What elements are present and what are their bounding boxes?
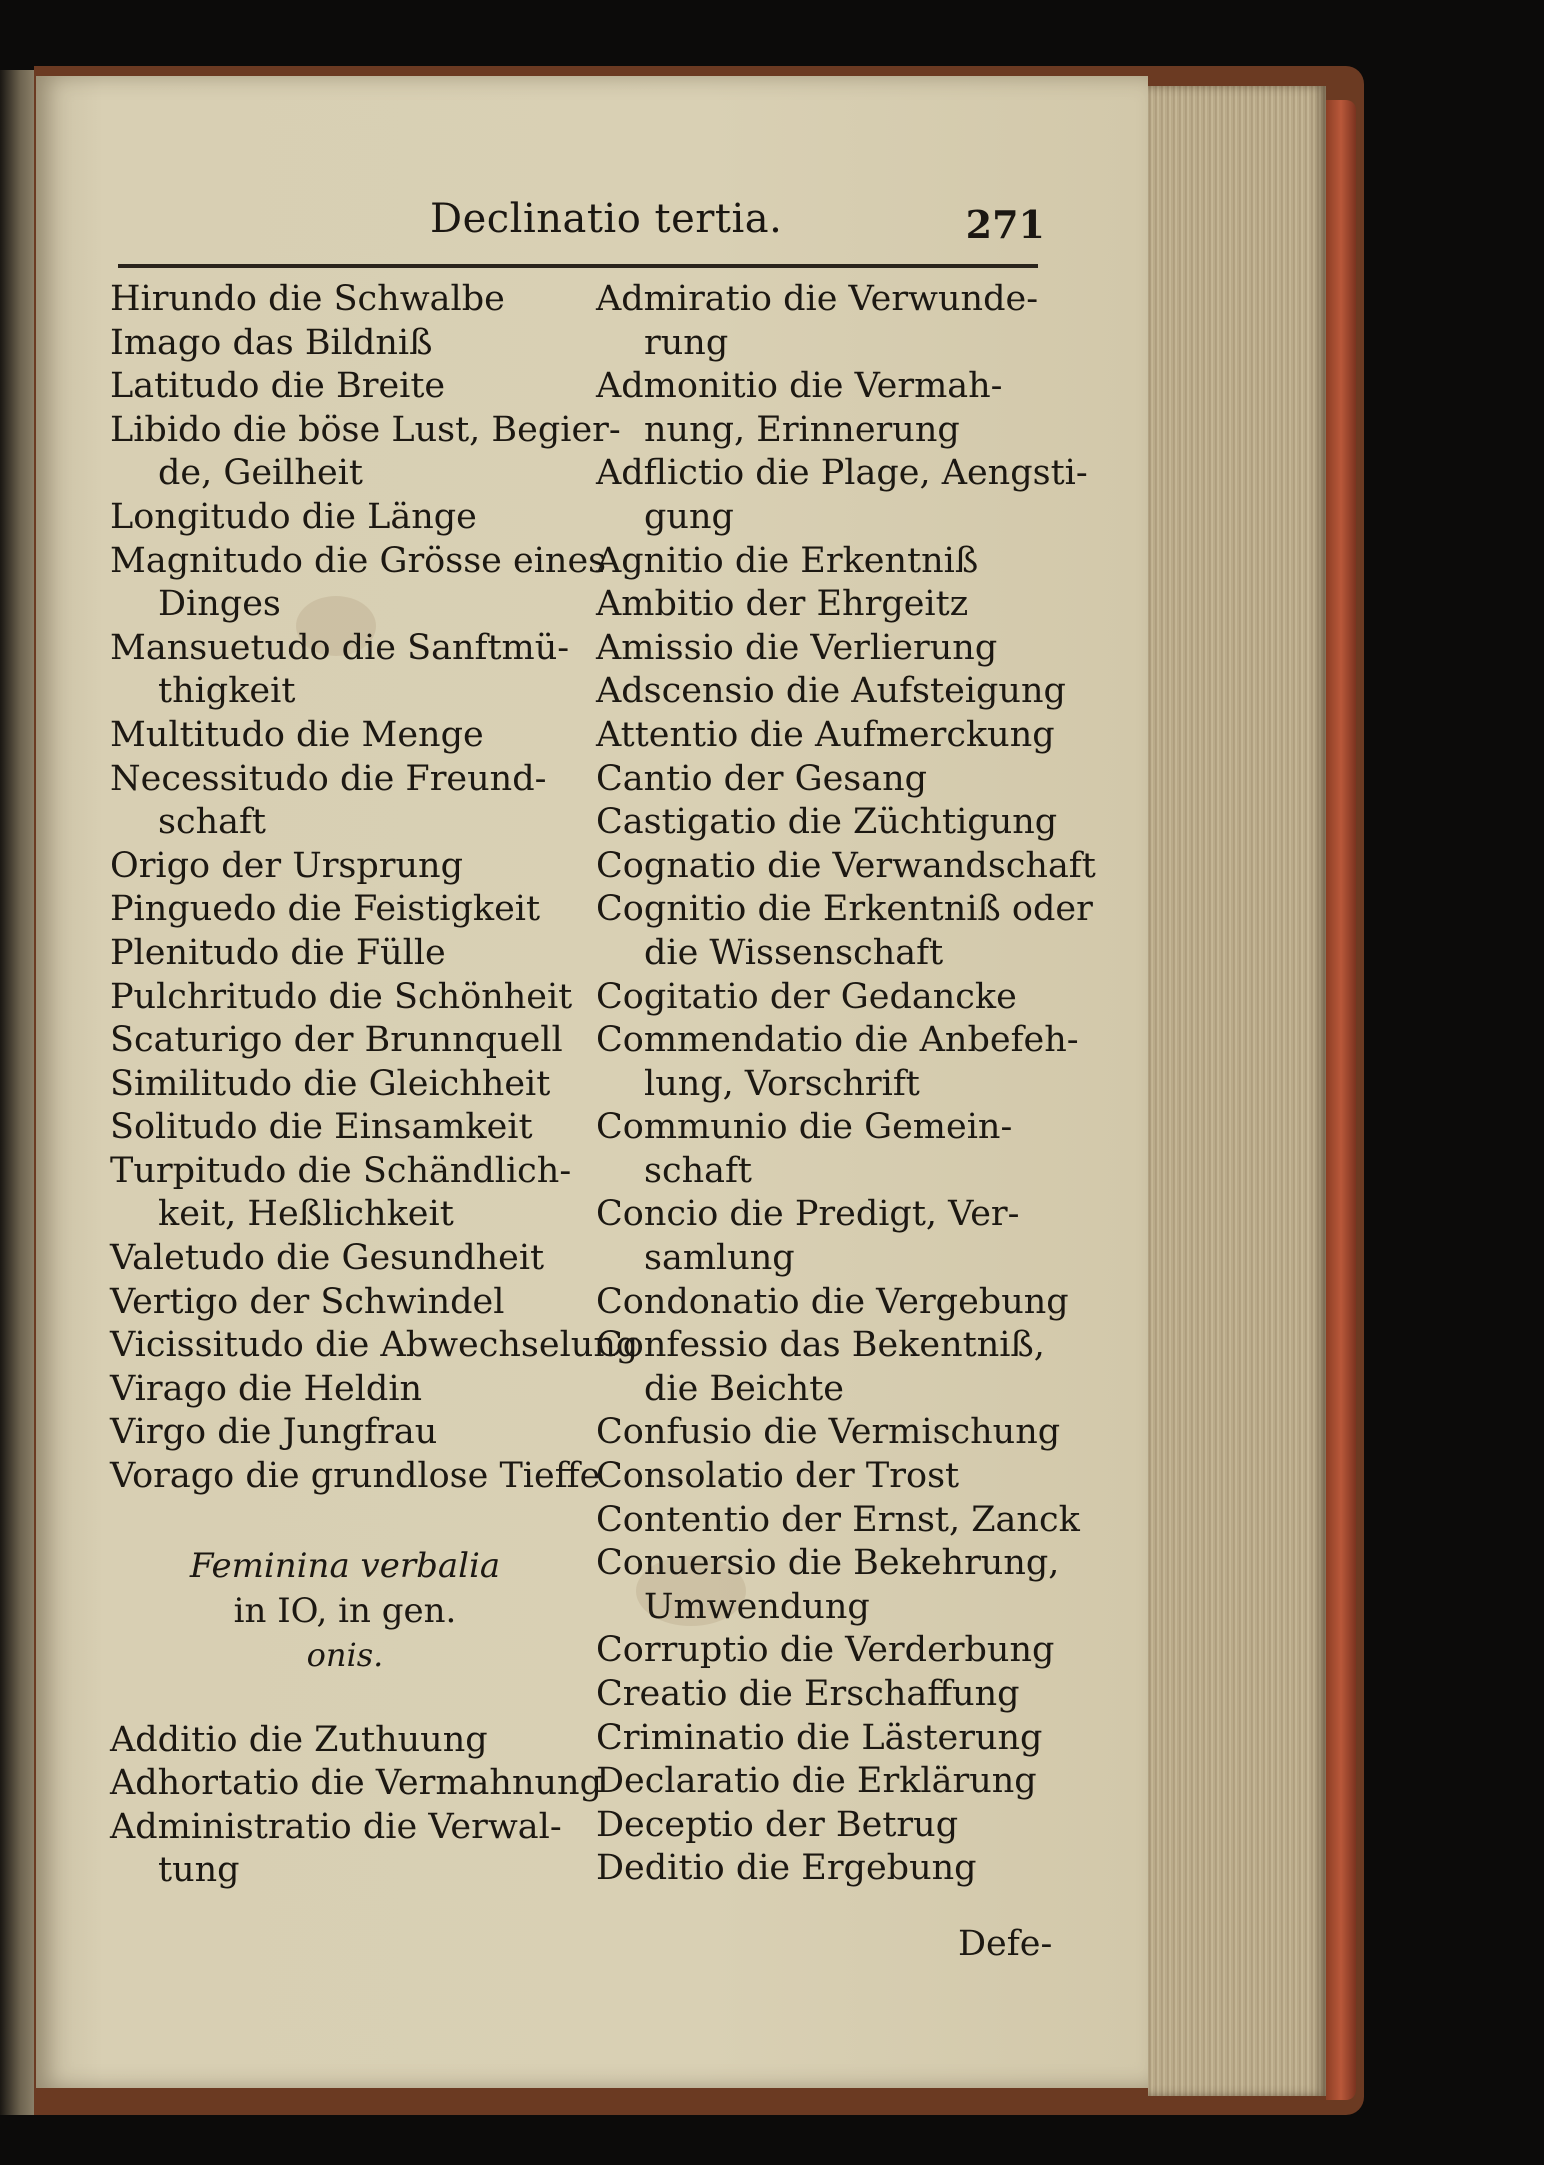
dictionary-entry	[596, 1411, 1061, 1455]
dictionary-entry	[596, 845, 1096, 889]
entry-text: Concio die Predigt, Ver-	[596, 1194, 1020, 1235]
entry-text: Agnitio die Erkentniß	[596, 540, 979, 581]
entry-text: Solitudo die Einsamkeit	[110, 1107, 533, 1148]
left-column	[110, 278, 639, 1893]
dictionary-entry	[596, 1106, 1056, 1193]
dictionary-entry	[596, 801, 1056, 845]
dictionary-entry	[596, 1019, 1079, 1106]
dictionary-entry	[596, 1673, 1056, 1717]
dictionary-entry	[110, 888, 580, 932]
entry-text: Admiratio die Verwunde-	[596, 279, 1039, 319]
dictionary-entry	[596, 1193, 1056, 1280]
entry-text: Cantio der Gesang	[596, 758, 928, 799]
dictionary-entry	[596, 1455, 1056, 1499]
entry-text: Multitudo die Menge	[110, 714, 484, 755]
dictionary-entry	[110, 496, 580, 540]
section-genitive: onis.	[306, 1635, 384, 1674]
entry-text: Virgo die Jungfrau	[110, 1412, 438, 1453]
entry-text: Castigatio die Züchtigung	[596, 802, 1058, 843]
catchword: Defe-	[958, 1924, 1053, 1964]
entry-text: Similitudo die Gleichheit	[110, 1063, 551, 1104]
entry-text: Pinguedo die Feistigkeit	[110, 889, 541, 930]
entry-text: Latitudo die Breite	[110, 366, 446, 407]
entry-continuation: keit, Heßlichkeit	[158, 1194, 454, 1235]
entry-continuation: lung, Vorschrift	[644, 1063, 920, 1104]
entry-continuation: die Beichte	[644, 1368, 844, 1409]
entry-continuation: rung	[644, 322, 729, 363]
entry-text: Valetudo die Gesundheit	[110, 1238, 545, 1279]
page-header	[110, 196, 1045, 260]
entry-text: Cognatio die Verwandschaft	[596, 845, 1096, 886]
dictionary-entry	[596, 1281, 1069, 1325]
entry-text: Hirundo die Schwalbe	[110, 279, 505, 319]
entry-text: Vertigo der Schwindel	[110, 1281, 505, 1322]
entry-text: Origo der Ursprung	[110, 845, 464, 886]
entry-text: Deceptio der Betrug	[596, 1804, 959, 1845]
right-entries	[596, 278, 1096, 1891]
dictionary-entry	[596, 583, 1056, 627]
right-column	[596, 278, 1096, 1891]
dictionary-entry	[110, 1106, 580, 1150]
entry-continuation: gung	[644, 496, 734, 537]
entry-text: Amissio die Verlierung	[596, 627, 998, 668]
dictionary-entry	[596, 1847, 1056, 1891]
entry-text: Attentio die Aufmerckung	[596, 714, 1055, 755]
entry-text: Declaratio die Erklärung	[596, 1761, 1037, 1802]
dictionary-entry	[596, 365, 1056, 452]
dictionary-entry	[110, 1150, 580, 1237]
dictionary-entry	[110, 1063, 580, 1107]
dictionary-entry	[110, 976, 580, 1020]
entry-text: Criminatio die Lästerung	[596, 1717, 1043, 1758]
dictionary-entry	[110, 1368, 580, 1412]
left-entries-after	[110, 1719, 602, 1893]
section-heading: Feminina verbalia	[189, 1545, 501, 1586]
running-title: Declinatio tertia.	[430, 196, 783, 242]
entry-continuation: schaft	[644, 1150, 752, 1191]
entry-text: Necessitudo die Freund-	[110, 758, 547, 799]
dictionary-entry	[596, 1324, 1056, 1411]
entry-continuation: thigkeit	[158, 671, 296, 712]
entry-text: Corruptio die Verderbung	[596, 1630, 1055, 1671]
entry-text: Vorago die grundlose Tieffe	[110, 1456, 601, 1497]
dictionary-entry	[596, 1717, 1056, 1761]
dictionary-entry	[596, 1499, 1080, 1543]
entry-text: Deditio die Ergebung	[596, 1848, 977, 1889]
entry-text: Adflictio die Plage, Aengsti-	[596, 453, 1088, 494]
dictionary-entry	[596, 278, 1056, 365]
page-number: 271	[965, 202, 1045, 247]
dictionary-entry	[110, 1806, 580, 1893]
left-entries	[110, 278, 639, 1499]
dictionary-entry	[110, 1411, 580, 1455]
dictionary-entry	[110, 365, 580, 409]
dictionary-entry	[110, 1237, 580, 1281]
dictionary-entry	[596, 670, 1066, 714]
entry-text: Plenitudo die Fülle	[110, 932, 446, 973]
entry-continuation: die Wissenschaft	[644, 932, 944, 973]
entry-text: Longitudo die Länge	[110, 496, 477, 537]
dictionary-entry	[596, 452, 1088, 539]
entry-text: Admonitio die Vermah-	[596, 366, 1003, 407]
dictionary-entry	[596, 976, 1056, 1020]
dictionary-entry	[110, 409, 621, 496]
entry-text: Pulchritudo die Schönheit	[110, 976, 573, 1017]
dictionary-entry	[110, 1455, 601, 1499]
header-rule	[118, 264, 1038, 268]
entry-text: Creatio die Erschaffung	[596, 1674, 1020, 1714]
dictionary-entry	[110, 322, 580, 366]
entry-text: Commendatio die Anbefeh-	[596, 1020, 1079, 1061]
dictionary-entry	[596, 540, 1056, 584]
entry-text: Scaturigo der Brunnquell	[110, 1020, 563, 1061]
entry-continuation: Dinges	[158, 584, 281, 625]
dictionary-entry	[596, 1760, 1056, 1804]
entry-continuation: Umwendung	[644, 1586, 870, 1627]
facing-page-edge	[0, 70, 36, 2115]
dictionary-entry	[110, 1324, 639, 1368]
dictionary-entry	[596, 1804, 1056, 1848]
entry-text: Conuersio die Bekehrung,	[596, 1543, 1060, 1584]
dictionary-entry	[596, 627, 1056, 671]
page-block-edge	[1148, 86, 1326, 2096]
entry-text: Virago die Heldin	[110, 1368, 423, 1409]
entry-text: Libido die böse Lust, Begier-	[110, 409, 621, 450]
entry-text: Cogitatio der Gedancke	[596, 976, 1017, 1017]
dictionary-entry	[110, 932, 580, 976]
dictionary-entry	[596, 714, 1056, 758]
entry-text: Magnitudo die Grösse eines	[110, 540, 607, 581]
entry-text: Vicissitudo die Abwechselung	[110, 1325, 639, 1366]
dictionary-entry	[110, 540, 607, 627]
section-subheading: in IO, in gen.	[233, 1590, 457, 1631]
entry-text: Imago das Bildniß	[110, 322, 433, 363]
entry-text: Administratio die Verwal-	[110, 1806, 562, 1847]
dictionary-entry	[110, 278, 580, 322]
entry-text: Turpitudo die Schändlich-	[110, 1150, 572, 1191]
dictionary-entry	[596, 1542, 1060, 1629]
entry-text: Contentio der Ernst, Zanck	[596, 1499, 1080, 1540]
entry-text: Communio die Gemein-	[596, 1107, 1013, 1148]
entry-text: Confusio die Vermischung	[596, 1412, 1061, 1453]
entry-continuation: tung	[158, 1850, 240, 1891]
entry-text: Confessio das Bekentniß,	[596, 1325, 1045, 1366]
entry-text: Adscensio die Aufsteigung	[596, 671, 1066, 712]
dictionary-entry	[110, 1719, 580, 1763]
dictionary-entry	[596, 888, 1093, 975]
dictionary-entry	[110, 1019, 580, 1063]
dictionary-entry	[110, 627, 580, 714]
entry-text: Mansuetudo die Sanftmü-	[110, 627, 570, 668]
entry-text: Additio die Zuthuung	[110, 1719, 488, 1760]
dictionary-entry	[596, 758, 1056, 802]
dictionary-entry	[596, 1629, 1056, 1673]
dictionary-entry	[110, 758, 580, 845]
dictionary-entry	[110, 1281, 580, 1325]
cover-back-edge	[1326, 100, 1356, 2100]
entry-continuation: schaft	[158, 802, 266, 843]
entry-text: Consolatio der Trost	[596, 1456, 960, 1497]
dictionary-entry	[110, 845, 580, 889]
entry-text: Ambitio der Ehrgeitz	[596, 584, 969, 625]
entry-continuation: nung, Erinnerung	[644, 409, 960, 450]
entry-continuation: de, Geilheit	[158, 453, 363, 494]
entry-text: Cognitio die Erkentniß oder	[596, 889, 1093, 930]
dictionary-entry	[110, 714, 580, 758]
entry-text: Condonatio die Vergebung	[596, 1281, 1069, 1322]
entry-continuation: samlung	[644, 1238, 795, 1279]
dictionary-entry	[110, 1762, 602, 1806]
entry-text: Adhortatio die Vermahnung	[110, 1763, 602, 1804]
